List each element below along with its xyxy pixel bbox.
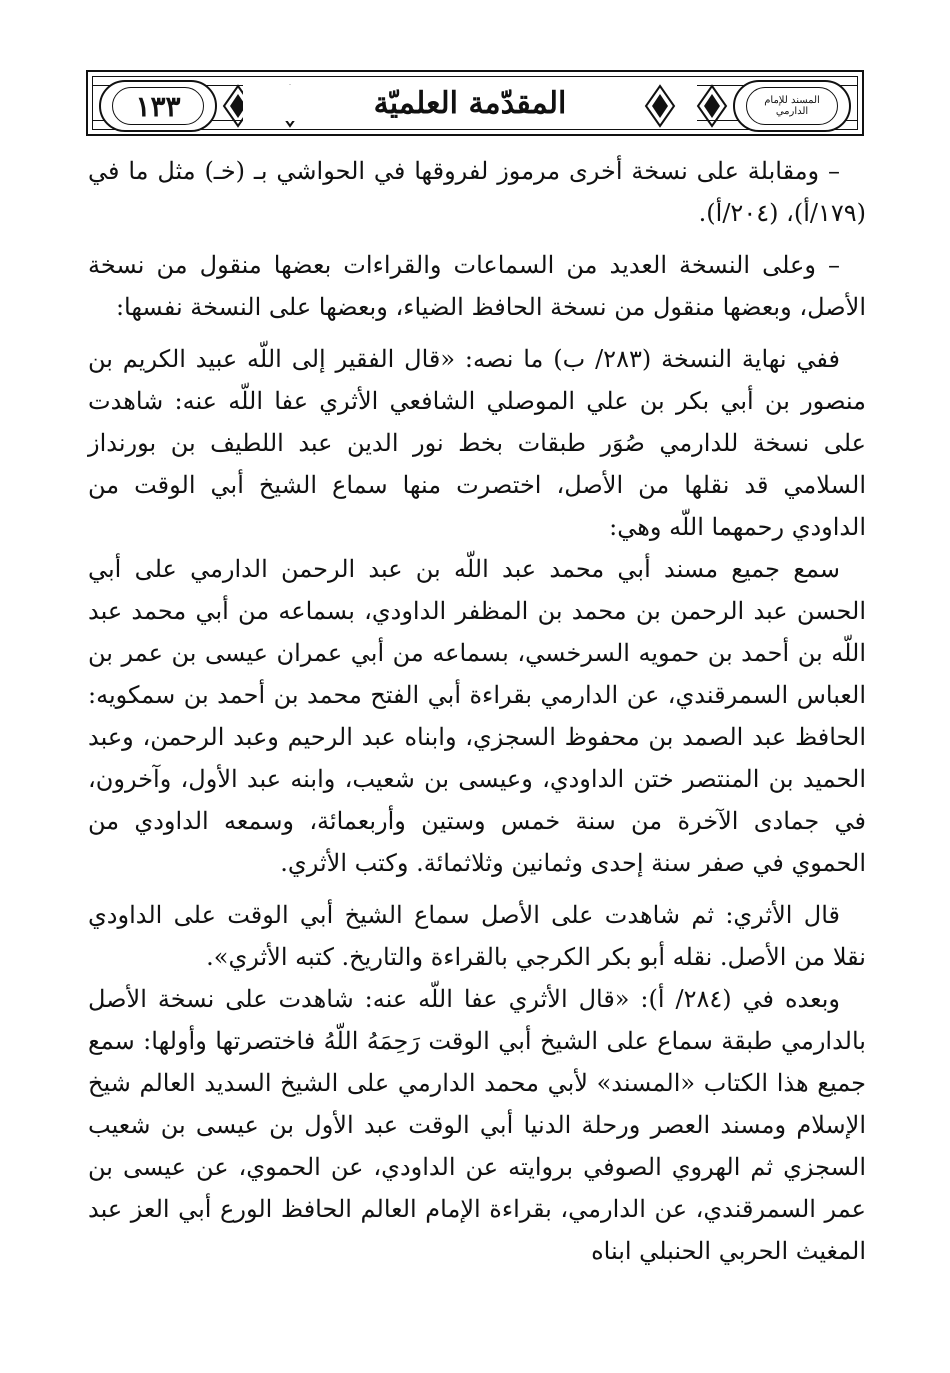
book-seal bbox=[733, 80, 851, 132]
header-frame bbox=[92, 76, 858, 130]
body-text bbox=[88, 150, 866, 1282]
ornament-knot-icon bbox=[643, 83, 677, 129]
paragraph-athari-note: قال الأثري: ثم شاهدت على الأصل سماع الشيخ أبي الوقت على الداودي نقلا من الأصل. نقله أبو بكر الكرجي بالقراءة والتاريخ. كتبه الأثري». bbox=[88, 901, 866, 971]
paragraph-end-of-manuscript: ففي نهاية النسخة (٢٨٣/ ب) ما نصه: «قال الفقير إلى اللّه عبيد الكريم بن منصور بن أبي بكر بن علي الموصلي الشافعي الأثري عفا اللّه عنه: شاهدت على نسخة للدارمي صُوَر طبقات بخط نور الدين عبد اللطيف بن بورنداز السلامي قد نقلها من الأصل، اختصرت منها سماع الشيخ أبي الوقت من الداودي رحمهما اللّه وهي: bbox=[88, 345, 866, 541]
paragraph-comparison-note: – ومقابلة على نسخة أخرى مرموز لفروقها في الحواشي بـ (خـ) مثل ما في (١٧٩/أ)، (٢٠٤/أ). bbox=[88, 157, 866, 227]
page-number-frame bbox=[112, 87, 204, 125]
paragraph-audition-records: – وعلى النسخة العديد من السماعات والقراءات بعضها منقول من نسخة الأصل، وبعضها منقول من نسخة الحافظ الضياء، وبعضها على النسخة نفسها: bbox=[88, 251, 866, 321]
paragraph-sama-record: سمع جميع مسند أبي محمد عبد اللّه بن عبد الرحمن الدارمي على أبي الحسن عبد الرحمن بن محمد بن المظفر الداودي، بسماعه من أبي محمد عبد اللّه بن أحمد بن حمويه السرخسي، بسماعه من أبي عمران عيسى بن عمر بن العباس السمرقندي، عن الدارمي بقراءة أبي الفتح محمد بن أحمد بن سمكويه: الحافظ عبد الصمد بن محفوظ السجزي، وابناه عبد الرحيم وعبد الرحمن، وعبد الحميد بن المنتصر ختن الداودي، وعيسى بن شعيب، وابنه عبد الأول، وآخرون، في جمادى الآخرة من سنة خمس وستين وأربعمائة، وسمعه الداودي من الحموي في صفر سنة إحدى وثمانين وثلاثمائة. وكتب الأثري. bbox=[88, 555, 866, 877]
page-number-cartouche bbox=[99, 80, 217, 132]
book-seal-frame bbox=[746, 87, 838, 125]
running-header bbox=[86, 70, 864, 136]
ornament-knot-icon bbox=[695, 83, 729, 129]
book-seal-text: المسند للإمام الدارمي bbox=[764, 95, 820, 117]
page-number: ١٣٣ bbox=[135, 89, 181, 123]
chapter-title: المقدّمة العلميّة bbox=[243, 85, 697, 121]
paragraph-second-record: وبعده في (٢٨٤/ أ): «قال الأثري عفا اللّه عنه: شاهدت على نسخة الأصل بالدارمي طبقة سماع على الشيخ أبي الوقت رَحِمَهُ اللّهُ فاختصرتها وأولها: سمع جميع هذا الكتاب «المسند» لأبي محمد الدارمي على الشيخ السديد العالم شيخ الإسلام ومسند العصر ورحلة الدنيا أبي الوقت عبد الأول بن عيسى بن شعيب السجزي ثم الهروي الصوفي بروايته عن الداودي، عن الحموي، عن عيسى بن عمر السمرقندي، عن الدارمي، بقراءة الإمام العالم الحافظ الورع أبي العز عبد المغيث الحربي الحنبلي ابناه bbox=[88, 985, 866, 1265]
